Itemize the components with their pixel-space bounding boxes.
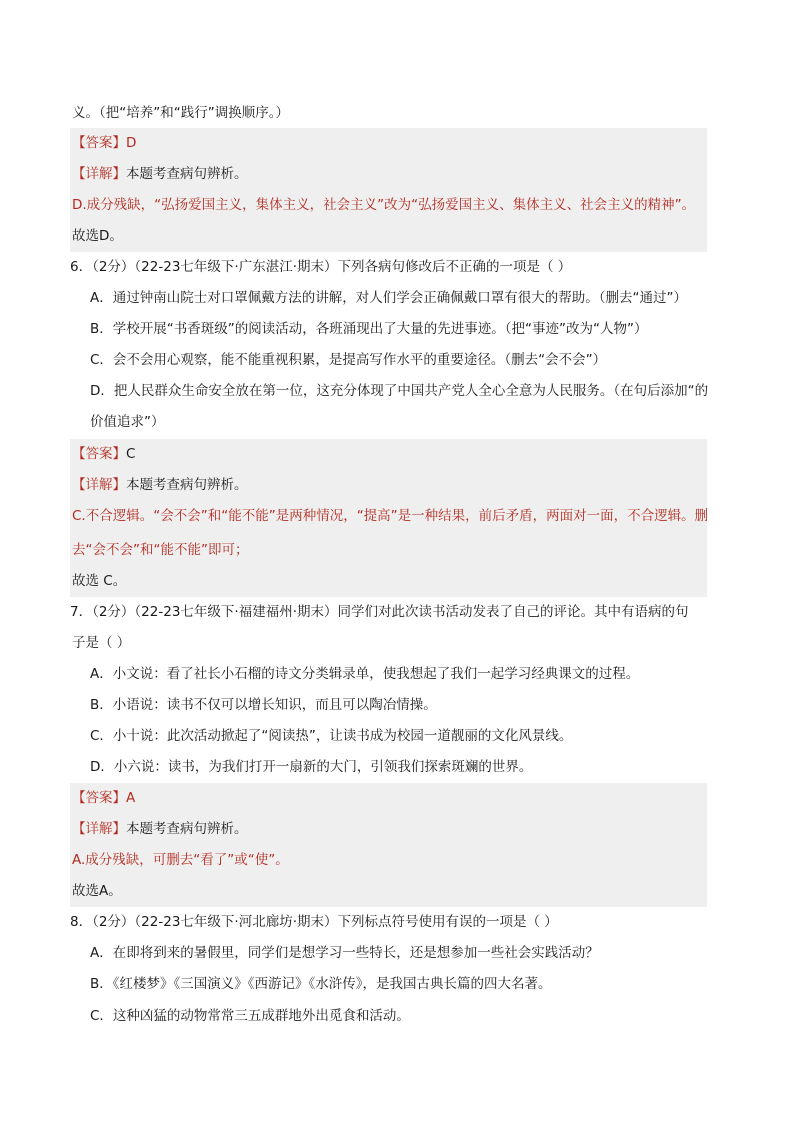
- question-6-option-d: D．把人民群众生命安全放在第一位，这充分体现了中国共产党人全心全意为人民服务。（在句后添加“的: [90, 383, 709, 399]
- question-7-option-d: D．小六说：读书，为我们打开一扇新的大门，引领我们探索斑斓的世界。: [90, 759, 533, 775]
- detail-7: [70, 814, 707, 845]
- answer-value: D: [126, 135, 137, 151]
- detail-5: [70, 159, 707, 190]
- answer-6: [70, 439, 707, 470]
- detail-label: 【详解】: [72, 477, 126, 493]
- solution-5-line-1: D.成分残缺，“弘扬爱国主义，集体主义，社会主义”改为“弘扬爱国主义、集体主义、社会主义的精神”。: [70, 190, 707, 221]
- answer-7: [70, 783, 707, 814]
- solution-7-line-1: A.成分残缺，可删去“看了”或“使”。: [70, 845, 707, 876]
- question-8-option-a: A．在即将到来的暑假里，同学们是想学习一些特长，还是想参加一些社会实践活动？: [90, 945, 599, 961]
- detail-text: 本题考查病句辨析。: [126, 821, 248, 837]
- solution-5-conclusion: 故选D。: [70, 221, 707, 252]
- question-7-option-c: C．小十说：此次活动掀起了“阅读热”，让读书成为校园一道靓丽的文化风景线。: [90, 728, 573, 744]
- question-6-stem: 6．（2分）（22-23七年级下·广东湛江·期末）下列各病句修改后不正确的一项是（ ）: [70, 259, 572, 275]
- question-8-option-c: C．这种凶猛的动物常常三五成群地外出觅食和活动。: [90, 1008, 410, 1024]
- detail-text: 本题考查病句辨析。: [126, 477, 248, 493]
- question-6-option-c: C．会不会用心观察，能不能重视积累，是提高写作水平的重要途径。（删去“会不会”）: [90, 352, 607, 368]
- question-6-option-d-cont: 价值追求”）: [90, 414, 165, 430]
- detail-label: 【详解】: [72, 166, 126, 182]
- detail-text: 本题考查病句辨析。: [126, 166, 248, 182]
- answer-label: 【答案】: [72, 446, 126, 462]
- detail-6: [70, 470, 707, 501]
- question-8-option-b: B．《红楼梦》《三国演义》《西游记》《水浒传》，是我国古典长篇的四大名著。: [90, 976, 552, 992]
- question-8-stem: 8．（2分）（22-23七年级下·河北廊坊·期末）下列标点符号使用有误的一项是（ ）: [70, 914, 558, 930]
- answer-label: 【答案】: [72, 790, 126, 806]
- solution-6-conclusion: 故选 C。: [70, 566, 707, 597]
- solution-7-conclusion: 故选A。: [70, 876, 707, 907]
- answer-value: A: [126, 790, 136, 806]
- solution-6-line-1: C.不合逻辑。“会不会”和“能不能”是两种情况，“提高”是一种结果，前后矛盾，两面对一面，不合逻辑。删: [70, 501, 707, 535]
- answer-value: C: [126, 446, 136, 462]
- question-7-option-b: B．小语说：读书不仅可以增长知识，而且可以陶冶情操。: [90, 697, 437, 713]
- question-6-option-b: B．学校开展“书香斑级”的阅读活动，各班涌现出了大量的先进事迹。（把“事迹”改为“人物”）: [90, 321, 648, 337]
- question-6-option-a: A．通过钟南山院士对口罩佩戴方法的讲解，对人们学会正确佩戴口罩有很大的帮助。（删去“通过”）: [90, 290, 687, 306]
- question-7-stem: 7．（2分）（22-23七年级下·福建福州·期末）同学们对此次读书活动发表了自己的评论。其中有语病的句: [70, 604, 689, 620]
- question-7-option-a: A．小文说：看了社长小石榴的诗文分类辑录单，使我想起了我们一起学习经典课文的过程。: [90, 666, 640, 682]
- question-7-stem-cont: 子是（ ）: [72, 635, 131, 651]
- q5-tail-line: 义。（把“培养”和“践行”调换顺序。）: [72, 105, 289, 121]
- solution-6-line-2: 去“会不会”和“能不能”即可；: [70, 535, 707, 566]
- detail-label: 【详解】: [72, 821, 126, 837]
- answer-5: [70, 128, 707, 159]
- answer-label: 【答案】: [72, 135, 126, 151]
